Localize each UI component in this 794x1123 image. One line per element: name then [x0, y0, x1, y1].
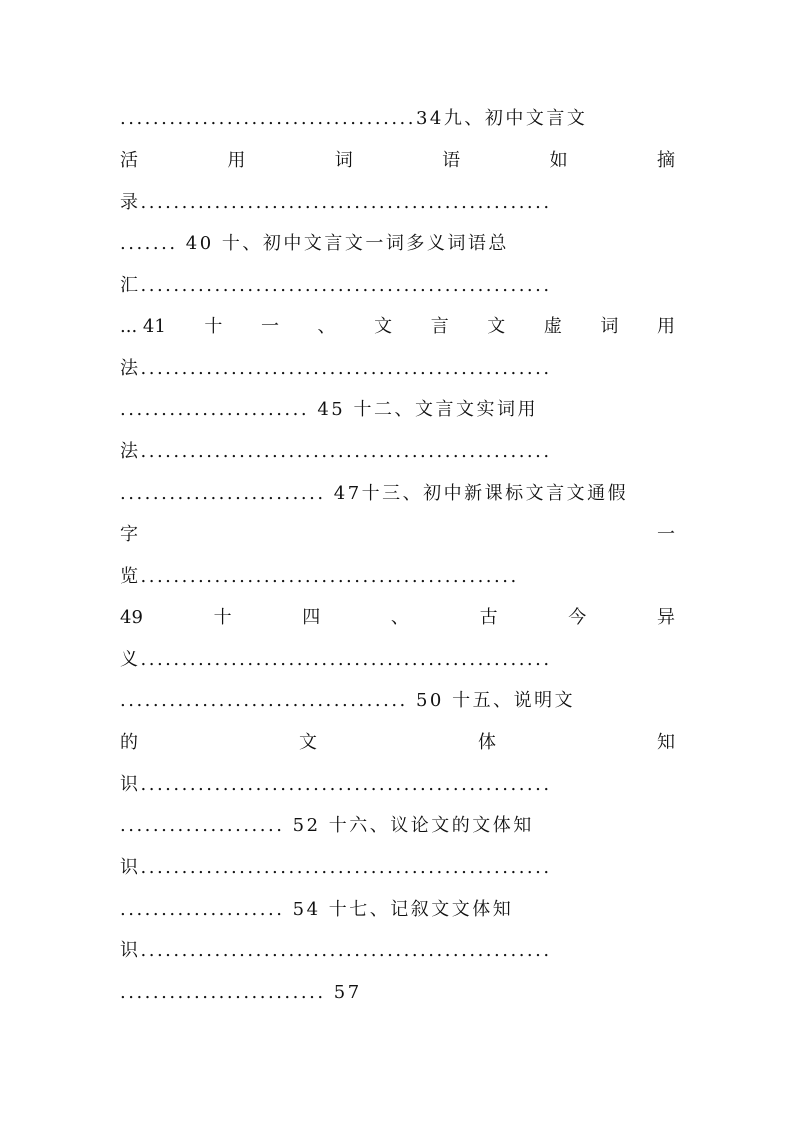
- toc-char: 一: [657, 524, 675, 545]
- toc-line-10: [120, 481, 675, 507]
- toc-char: 的: [120, 732, 138, 753]
- toc-text: ....................................34九、初中文言文: [120, 108, 588, 129]
- toc-text: 览..............................................: [120, 566, 519, 587]
- toc-char: 十: [213, 607, 232, 628]
- toc-text: ......................... 57: [120, 982, 362, 1003]
- toc-text: 法..................................................: [120, 441, 552, 462]
- toc-char: 词: [600, 316, 619, 337]
- toc-line-13: [120, 605, 675, 631]
- toc-char: 用: [657, 316, 675, 337]
- toc-char: 用: [227, 150, 246, 171]
- toc-line-12: [120, 564, 675, 590]
- toc-text: 汇..................................................: [120, 275, 552, 296]
- toc-char: 词: [334, 150, 353, 171]
- toc-line-17: [120, 772, 675, 798]
- toc-text: 义..................................................: [120, 649, 552, 670]
- toc-line-20: [120, 897, 675, 923]
- toc-text: ......................... 47十三、初中新课标文言文通假: [120, 483, 629, 504]
- toc-line-5: [120, 273, 675, 299]
- toc-char: 四: [302, 607, 321, 628]
- toc-char: 一: [260, 316, 279, 337]
- toc-char: 十: [204, 316, 223, 337]
- toc-char: 、: [317, 316, 336, 337]
- toc-text: 识..................................................: [120, 940, 552, 961]
- toc-line-14: [120, 647, 675, 673]
- toc-line-11: [120, 522, 675, 548]
- toc-char: 异: [656, 607, 675, 628]
- toc-line-4: [120, 231, 675, 257]
- toc-char: 知: [657, 732, 675, 753]
- toc-char: 古: [479, 607, 498, 628]
- toc-char: 体: [478, 732, 496, 753]
- toc-text: ....... 40 十、初中文言文一词多义词语总: [120, 233, 509, 254]
- toc-line-19: [120, 855, 675, 881]
- toc-line-3: [120, 190, 675, 216]
- toc-char: 49: [120, 607, 143, 628]
- toc-text: 录..................................................: [120, 192, 552, 213]
- toc-char: 如: [549, 150, 568, 171]
- toc-text: 识..................................................: [120, 774, 552, 795]
- toc-char: 摘: [656, 150, 675, 171]
- toc-line-8: [120, 397, 675, 423]
- toc-line-1: [120, 106, 675, 132]
- toc-text: .................... 54 十七、记叙文文体知: [120, 899, 514, 920]
- toc-text: 法..................................................: [120, 358, 552, 379]
- toc-line-21: [120, 938, 675, 964]
- toc-char: 今: [568, 607, 587, 628]
- toc-line-2: [120, 148, 675, 174]
- toc-line-22: [120, 980, 675, 1006]
- toc-char: 语: [442, 150, 461, 171]
- toc-line-9: [120, 439, 675, 465]
- toc-char: 、: [390, 607, 409, 628]
- toc-char: 字: [120, 524, 138, 545]
- toc-line-18: [120, 813, 675, 839]
- toc-char: 文: [487, 316, 506, 337]
- toc-char: 活: [120, 150, 138, 171]
- toc-text: ................................... 50 十五、说明文: [120, 690, 576, 711]
- toc-text: ....................... 45 十二、文言文实词用: [120, 399, 538, 420]
- toc-char: 文: [299, 732, 317, 753]
- toc-char: ... 41: [120, 316, 166, 337]
- toc-line-16: [120, 730, 675, 756]
- toc-line-7: [120, 356, 675, 382]
- toc-text: 识..................................................: [120, 857, 552, 878]
- toc-char: 言: [430, 316, 449, 337]
- toc-text: .................... 52 十六、议论文的文体知: [120, 815, 534, 836]
- toc-line-15: [120, 688, 675, 714]
- toc-char: 虚: [543, 316, 562, 337]
- toc-line-6: [120, 314, 675, 340]
- toc-char: 文: [374, 316, 393, 337]
